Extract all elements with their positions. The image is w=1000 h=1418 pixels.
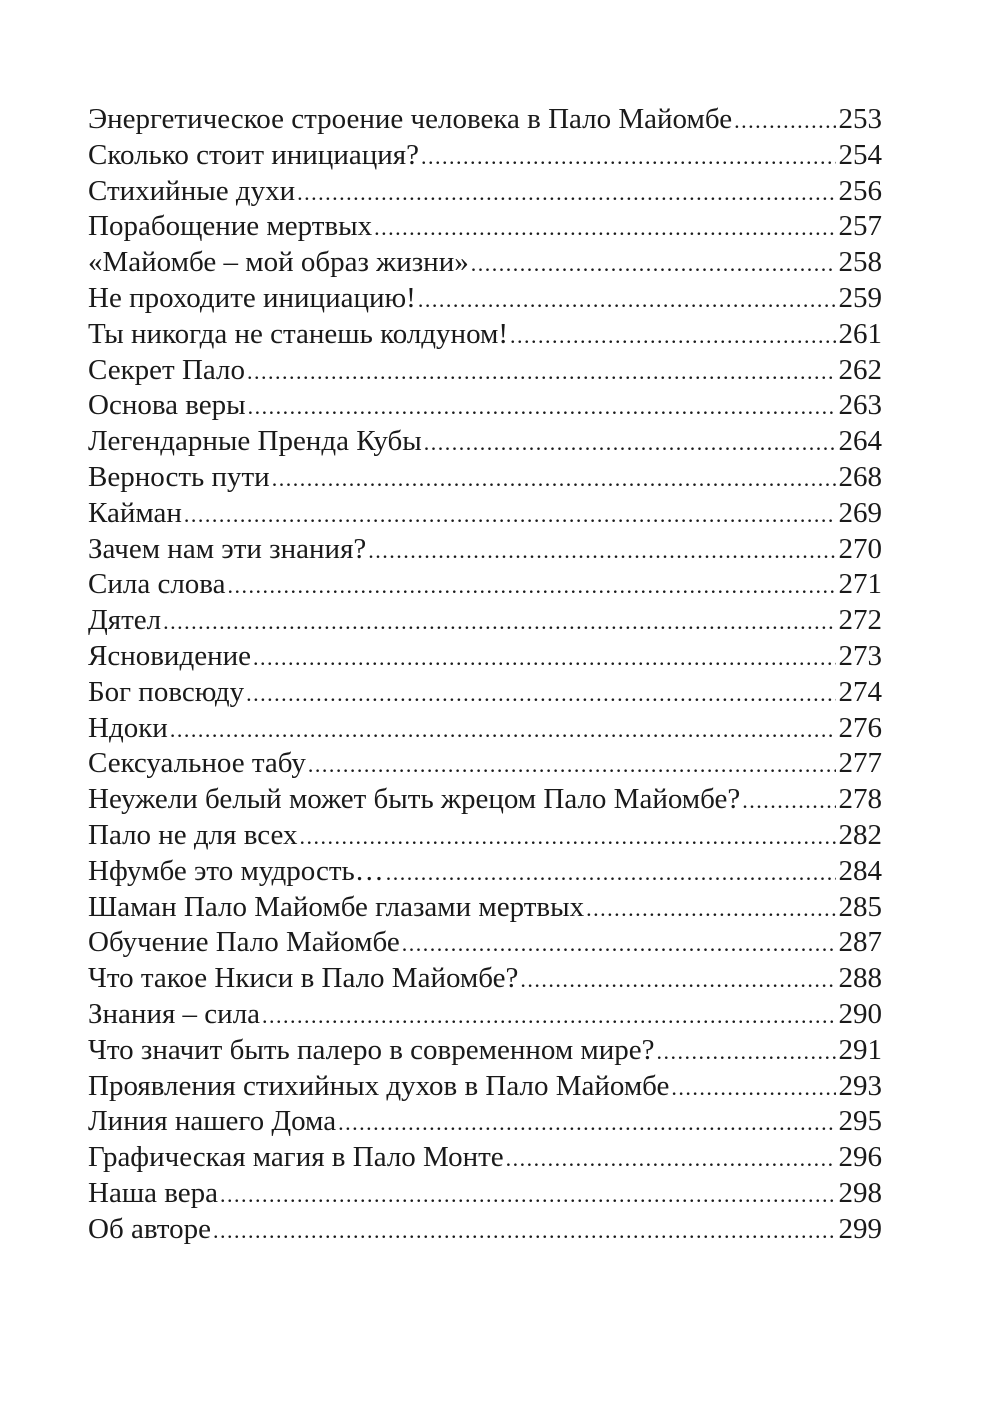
toc-entry-title: Неужели белый может быть жрецом Пало Майомбе? [88, 783, 741, 816]
toc-dot-leader [246, 676, 835, 712]
toc-dot-leader [297, 175, 835, 211]
toc-dot-leader [424, 425, 836, 461]
toc-entry-title: Ндоки [88, 711, 168, 744]
toc-dot-leader [374, 210, 835, 246]
toc-entry-title: Знания – сила [88, 997, 261, 1030]
toc-entry-title: Линия нашего Дома [88, 1105, 337, 1138]
toc-dot-leader [586, 891, 835, 927]
toc-dot-leader [247, 354, 836, 390]
toc-entry-page: 288 [838, 962, 882, 995]
toc-entry-page: 268 [838, 460, 882, 493]
toc-entry [88, 1033, 882, 1069]
toc-dot-leader [272, 461, 836, 497]
toc-entry-title: Ясновидение [88, 639, 251, 672]
toc-entry-title: Дятел [88, 604, 162, 637]
toc-entry-page: 285 [838, 890, 882, 923]
toc-entry-page: 262 [838, 353, 882, 386]
toc-entry-page: 271 [838, 568, 882, 601]
toc-entry-title: Пало не для всех [88, 818, 298, 851]
toc-entry-page: 298 [838, 1176, 882, 1209]
toc-entry [88, 424, 882, 460]
toc-entry-page: 259 [838, 281, 882, 314]
toc-entry-title: Ты никогда не станешь колдуном! [88, 317, 509, 350]
toc-entry-title: Кайман [88, 496, 182, 529]
toc-entry-page: 295 [838, 1105, 882, 1138]
toc-entry-page: 299 [838, 1212, 882, 1245]
toc-entry [88, 138, 882, 174]
toc-entry-page: 287 [838, 926, 882, 959]
toc-entry-title: Наша вера [88, 1176, 219, 1209]
toc-entry-title: Секрет Пало [88, 353, 245, 386]
toc-dot-leader [386, 855, 836, 891]
toc-entry-title: Нфумбе это мудрость… [88, 854, 384, 887]
toc-entry-page: 284 [838, 854, 882, 887]
toc-entry [88, 209, 882, 245]
toc-entry-page: 282 [838, 818, 882, 851]
toc-entry-title: Шаман Пало Майомбе глазами мертвых [88, 890, 585, 923]
toc-entry [88, 603, 882, 639]
toc-entry-title: Бог повсюду [88, 675, 245, 708]
toc-dot-leader [300, 819, 836, 855]
table-of-contents [88, 102, 882, 1248]
toc-entry-page: 263 [838, 389, 882, 422]
toc-entry-page: 256 [838, 174, 882, 207]
toc-entry [88, 460, 882, 496]
toc-entry-title: Проявления стихийных духов в Пало Майомбе [88, 1069, 670, 1102]
toc-entry-page: 272 [838, 604, 882, 637]
toc-entry-page: 278 [838, 783, 882, 816]
toc-entry [88, 818, 882, 854]
toc-entry-page: 261 [838, 317, 882, 350]
toc-dot-leader [471, 246, 836, 282]
toc-entry-page: 276 [838, 711, 882, 744]
toc-entry-title: Основа веры [88, 389, 246, 422]
toc-entry-title: Обучение Пало Майомбе [88, 926, 400, 959]
toc-dot-leader [227, 568, 835, 604]
toc-dot-leader [520, 962, 835, 998]
toc-entry-title: Верность пути [88, 460, 270, 493]
toc-dot-leader [213, 1213, 836, 1249]
toc-dot-leader [671, 1070, 835, 1106]
toc-entry [88, 567, 882, 603]
toc-dot-leader [220, 1177, 835, 1213]
toc-entry [88, 532, 882, 568]
toc-dot-leader [402, 926, 836, 962]
toc-entry [88, 961, 882, 997]
toc-entry [88, 317, 882, 353]
toc-entry [88, 174, 882, 210]
toc-dot-leader [418, 282, 836, 318]
toc-entry-page: 264 [838, 425, 882, 458]
toc-entry [88, 102, 882, 138]
toc-entry-title: «Майомбе – мой образ жизни» [88, 246, 469, 279]
toc-dot-leader [163, 604, 835, 640]
toc-entry [88, 925, 882, 961]
toc-entry-page: 269 [838, 496, 882, 529]
toc-entry [88, 639, 882, 675]
toc-entry-title: Сколько стоит инициация? [88, 138, 419, 171]
toc-dot-leader [657, 1034, 836, 1070]
toc-entry-title: Сексуальное табу [88, 747, 306, 780]
toc-dot-leader [734, 103, 835, 139]
toc-dot-leader [742, 783, 835, 819]
toc-entry-title: Об авторе [88, 1212, 211, 1245]
toc-entry-title: Что значит быть палеро в современном мире? [88, 1033, 655, 1066]
toc-entry [88, 890, 882, 926]
toc-dot-leader [368, 533, 835, 569]
toc-entry [88, 675, 882, 711]
toc-entry [88, 496, 882, 532]
toc-entry-title: Графическая магия в Пало Монте [88, 1141, 504, 1174]
toc-entry-page: 296 [838, 1141, 882, 1174]
toc-entry [88, 1212, 882, 1248]
toc-entry-page: 293 [838, 1069, 882, 1102]
toc-entry-page: 253 [838, 103, 882, 135]
toc-dot-leader [184, 497, 836, 533]
toc-entry-page: 290 [838, 997, 882, 1030]
toc-entry [88, 1176, 882, 1212]
toc-entry [88, 1140, 882, 1176]
toc-entry [88, 854, 882, 890]
toc-dot-leader [506, 1141, 836, 1177]
toc-entry [88, 711, 882, 747]
toc-entry-title: Сила слова [88, 568, 226, 601]
toc-entry-page: 270 [838, 532, 882, 565]
toc-dot-leader [421, 139, 836, 175]
toc-entry-page: 273 [838, 639, 882, 672]
toc-entry [88, 281, 882, 317]
toc-entry-title: Не проходите инициацию! [88, 281, 416, 314]
toc-entry-page: 291 [838, 1033, 882, 1066]
toc-dot-leader [253, 640, 836, 676]
toc-entry-title: Энергетическое строение человека в Пало Майомбе [88, 103, 733, 135]
toc-entry [88, 782, 882, 818]
toc-entry-title: Легендарные Пренда Кубы [88, 425, 422, 458]
toc-entry-page: 258 [838, 246, 882, 279]
toc-dot-leader [170, 712, 836, 748]
toc-dot-leader [338, 1105, 835, 1141]
toc-entry [88, 997, 882, 1033]
toc-entry-title: Что такое Нкиси в Пало Майомбе? [88, 962, 519, 995]
toc-entry-title: Зачем нам эти знания? [88, 532, 367, 565]
toc-dot-leader [308, 747, 836, 783]
toc-entry [88, 353, 882, 389]
toc-entry [88, 245, 882, 281]
toc-entry [88, 1069, 882, 1105]
toc-entry-page: 254 [838, 138, 882, 171]
toc-dot-leader [510, 318, 835, 354]
toc-dot-leader [248, 389, 836, 425]
toc-entry-title: Стихийные духи [88, 174, 296, 207]
toc-entry-page: 257 [838, 210, 882, 243]
toc-entry [88, 1104, 882, 1140]
toc-entry-page: 274 [838, 675, 882, 708]
toc-dot-leader [262, 998, 835, 1034]
toc-entry [88, 388, 882, 424]
toc-entry-title: Порабощение мертвых [88, 210, 373, 243]
toc-entry-page: 277 [838, 747, 882, 780]
toc-entry [88, 746, 882, 782]
